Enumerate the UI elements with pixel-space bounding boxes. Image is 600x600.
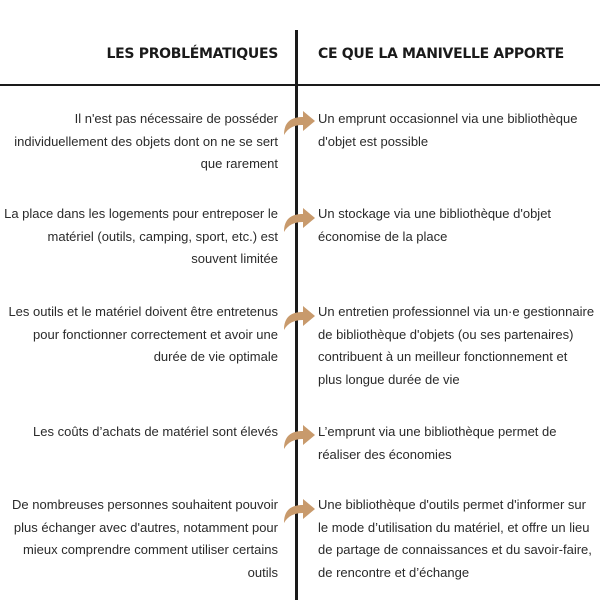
header-solutions: CE QUE LA MANIVELLE APPORTE xyxy=(318,46,564,62)
solution-cell xyxy=(318,203,600,248)
problem-line: que rarement xyxy=(200,156,278,171)
problem-line: Les outils et le matériel doivent être entretenus xyxy=(8,304,278,319)
header-rule xyxy=(0,84,600,86)
problem-line: souvent limitée xyxy=(191,251,278,266)
solution-line: contribuent à un meilleur fonctionnement et xyxy=(318,349,568,364)
solution-line: de rencontre et d’échange xyxy=(318,564,470,580)
problem-line: De nombreuses personnes souhaitent pouvoir xyxy=(12,497,278,512)
solution-line: économise de la place xyxy=(318,228,448,244)
problem-line: La place dans les logements pour entreposer le xyxy=(4,206,278,221)
curved-arrow-icon xyxy=(281,424,317,450)
solution-cell xyxy=(318,108,600,153)
problem-cell xyxy=(0,301,278,369)
header-problems: LES PROBLÉMATIQUES xyxy=(106,46,278,62)
problem-line: durée de vie optimale xyxy=(153,349,278,364)
solution-line: Une bibliothèque d'outils permet d'informer sur xyxy=(318,497,586,512)
solution-line: d'objet est possible xyxy=(318,133,429,149)
curved-arrow-icon xyxy=(281,498,317,524)
solution-cell xyxy=(318,421,600,466)
problem-line: Les coûts d’achats de matériel sont élevés xyxy=(33,424,278,439)
problem-line: pour fonctionner correctement et avoir une xyxy=(33,326,278,342)
problem-line: matériel (outils, camping, sport, etc.) est xyxy=(47,228,278,244)
curved-arrow-icon xyxy=(281,207,317,233)
curved-arrow-icon xyxy=(281,110,317,136)
problem-line: Il n'est pas nécessaire de posséder xyxy=(74,111,278,126)
solution-line: réaliser des économies xyxy=(318,446,452,462)
problem-cell xyxy=(0,494,278,584)
solution-line: le mode d’utilisation du matériel, et offre un lieu xyxy=(318,519,590,535)
problem-cell xyxy=(0,108,278,176)
solution-cell xyxy=(318,301,600,391)
solution-line: de bibliothèque d'objets (ou ses partenaires) xyxy=(318,326,574,342)
problem-line: outils xyxy=(247,564,278,580)
solution-line: plus longue durée de vie xyxy=(318,371,460,387)
problem-cell xyxy=(0,421,278,444)
solution-line: Un stockage via une bibliothèque d'objet xyxy=(318,206,552,221)
solution-line: de partage de connaissances et du savoir-faire, xyxy=(318,542,592,557)
problem-line: plus échanger avec d'autres, notamment pour xyxy=(13,519,278,535)
solution-line: Un emprunt occasionnel via une bibliothèque xyxy=(318,111,578,126)
solution-line: L’emprunt via une bibliothèque permet de xyxy=(318,424,557,439)
problem-line: mieux comprendre comment utiliser certains xyxy=(22,542,278,557)
problem-line: individuellement des objets dont on ne se sert xyxy=(14,133,278,149)
problem-cell xyxy=(0,203,278,271)
solution-line: Un entretien professionnel via un·e gestionnaire xyxy=(318,304,595,319)
solution-cell xyxy=(318,494,600,584)
curved-arrow-icon xyxy=(281,305,317,331)
